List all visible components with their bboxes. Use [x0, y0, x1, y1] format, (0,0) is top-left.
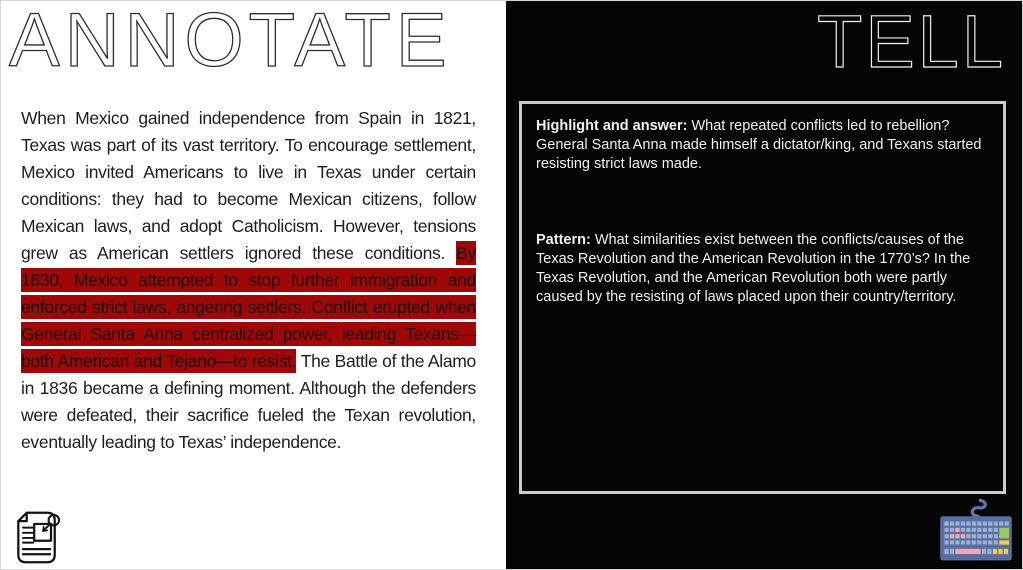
tell-panel [506, 1, 1022, 569]
annotate-title: ANNOTATE [9, 0, 452, 83]
highlight-and-answer-block [536, 117, 989, 174]
keyboard-icon [936, 499, 1016, 565]
pattern-block [536, 231, 989, 307]
highlight-and-answer-label: Highlight and answer: [536, 118, 688, 134]
pattern-text: What similarities exist between the conflicts/causes of the Texas Revolution and the American Revolution in the 1770’s? In the Texas Revolution, and the American Revolution both were partly caused by the resisting of laws placed upon their country/territory. [536, 232, 971, 305]
highlight-and-answer-text: What repeated conflicts led to rebellion? General Santa Anna made himself a dictator/king, and Texans started resisting strict laws made. [536, 118, 982, 172]
tell-title: TELL [817, 0, 1006, 83]
passage-text [21, 105, 476, 456]
document-review-icon [9, 507, 65, 567]
annotate-panel [1, 1, 506, 569]
highlighted-text: By 1830, Mexico attempted to stop further immigration and enforced strict laws, angering settlers. Conflict erupted when General Santa Anna centralized power, leading Texans—both American and Tejano—to resist. [21, 243, 476, 371]
answer-box [519, 101, 1006, 494]
passage-post: The Battle of the Alamo in 1836 became a defining moment. Although the defenders were defeated, their sacrifice fueled the Texan revolution, eventually leading to Texas’ independence. [21, 351, 476, 452]
passage-pre: When Mexico gained independence from Spain in 1821, Texas was part of its vast territory. To encourage settlement, Mexico invited Americans to live in Texas under certain conditions: they had to become Mexican citizens, follow Mexican laws, and adopt Catholicism. However, tensions grew as American settlers ignored these conditions. [21, 108, 476, 263]
pattern-label: Pattern: [536, 232, 591, 248]
